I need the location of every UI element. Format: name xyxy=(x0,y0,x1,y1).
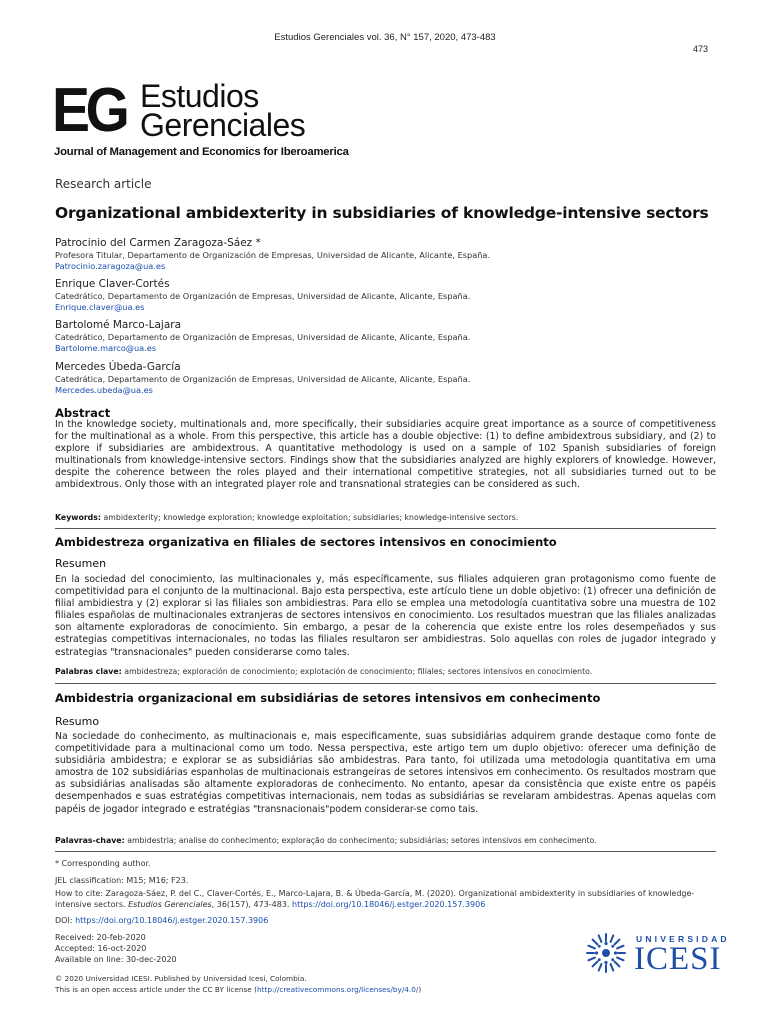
logo-name xyxy=(140,78,306,143)
author-affiliation: Profesora Titular, Departamento de Organización de Empresas, Universidad de Alicante, Alicante, España. xyxy=(55,250,491,260)
section-divider xyxy=(55,683,716,684)
author-affiliation: Catedrático, Departamento de Organización de Empresas, Universidad de Alicante, Alicante, España. xyxy=(55,291,471,301)
author-email-link[interactable]: Patrocinio.zaragoza@ua.es xyxy=(55,261,166,271)
author-name: Patrocinio del Carmen Zaragoza-Sáez * xyxy=(55,237,261,249)
cite-doi-link[interactable]: https://doi.org/10.18046/j.estger.2020.157.3906 xyxy=(292,900,486,909)
author-email-link[interactable]: Bartolome.marco@ua.es xyxy=(55,343,157,353)
author-block xyxy=(55,278,715,313)
author-block xyxy=(55,237,715,272)
how-to-cite xyxy=(55,888,716,910)
spanish-title: Ambidestreza organizativa en filiales de sectores intensivos en conocimiento xyxy=(55,535,557,549)
available-date: Available on line: 30-dec-2020 xyxy=(55,955,177,964)
icesi-wordmark-top: UNIVERSIDAD xyxy=(636,934,730,944)
logo-subtitle: Journal of Management and Economics for Iberoamerica xyxy=(54,146,349,158)
author-block xyxy=(55,361,715,396)
license-prefix: This is an open access article under the CC BY license ( xyxy=(55,985,257,994)
license-line xyxy=(55,985,421,995)
license-suffix: ) xyxy=(418,985,422,994)
abstract-text: In the knowledge society, multinationals and, more specifically, their subsidiaries acquire great importance as a source of competitiveness for the multinational as a whole. From this perspective, this article has a double objective: (1) to define ambidextrous subsidiary, and (2) to explore if subsidiaries are ambidextrous. A quantitative methodology is used on a sample of 102 Spanish subsidiaries of foreign multinationals from knowledge-intensive sectors. Findings show that the subsidiaries analyzed are highly explorers of knowledge. However, despite the coherence between the roles played and their international competitive strategies, not all subsidiaries turned out to be ambidextrous. Only those with an integrated player role and transnational strategies can be considered as such. xyxy=(55,419,716,491)
logo-name-line2: Gerenciales xyxy=(140,107,306,143)
logo-mark: EG xyxy=(52,76,126,145)
author-email-link[interactable]: Mercedes.ubeda@ua.es xyxy=(55,385,153,395)
author-name: Mercedes Úbeda-García xyxy=(55,361,181,373)
cite-suffix: , 36(157), 473-483. xyxy=(211,900,290,909)
page-number: 473 xyxy=(692,44,708,54)
icesi-seal-icon xyxy=(584,931,628,975)
resumen-heading: Resumen xyxy=(55,557,107,570)
resumo-heading: Resumo xyxy=(55,715,100,728)
corresponding-author-note: * Corresponding author. xyxy=(55,859,151,868)
author-email-link[interactable]: Enrique.claver@ua.es xyxy=(55,302,145,312)
keywords-values: ambidexterity; knowledge exploration; knowledge exploitation; subsidiaries; knowledge-intensive sectors. xyxy=(103,513,519,522)
icesi-wordmark: ICESI xyxy=(634,941,722,977)
cite-prefix: How to cite: Zaragoza-Sáez, P. del C., Claver-Cortés, E., Marco-Lajara, B. & Úbeda-García, M. (2020). Organizational ambidexterity in subsidiaries of knowledge-intensive sectors. xyxy=(55,889,695,909)
doi-link[interactable]: https://doi.org/10.18046/j.estger.2020.157.3906 xyxy=(75,916,269,925)
palabras-clave-values: ambidestreza; exploración de conocimiento; explotación de conocimiento; filiales; sectores intensivos en conocimiento. xyxy=(124,667,593,676)
cite-journal: Estudios Gerenciales xyxy=(128,900,212,909)
palavras-chave-line xyxy=(55,835,716,846)
author-name: Enrique Claver-Cortés xyxy=(55,278,170,290)
logo-name-line1: Estudios xyxy=(140,78,259,114)
palabras-clave-line xyxy=(55,666,716,677)
author-name: Bartolomé Marco-Lajara xyxy=(55,319,182,331)
jel-classification: JEL classification: M15; M16; F23. xyxy=(55,876,189,885)
palabras-clave-label: Palabras clave: xyxy=(55,667,122,676)
palavras-chave-values: ambidestria; analise do conhecimento; exploração do conhecimento; subsidiárias; setores intensivos em conhecimento. xyxy=(127,836,597,845)
license-link[interactable]: http://creativecommons.org/licenses/by/4.0/ xyxy=(256,985,419,994)
author-block xyxy=(55,319,715,354)
resumen-text: En la sociedad del conocimiento, las multinacionales y, más específicamente, sus filiales adquieren gran protagonismo como fuente de competitividad para el conjunto de la multinacional. Bajo esta perspectiva, este artículo tiene un doble objetivo: (1) ofrecer una definición de filial ambidiestra y (2) explorar si las filiales son ambidiestras. Para ello se emplea una metodología cuantitativa sobre una muestra de 102 filiales españolas de multinacionales extranjeras de sectores intensivos en conocimiento. Los resultados muestran que las filiales analizadas son altamente exploradoras de conocimiento. Sin embargo, a pesar de la coherencia que existe entre los roles desempeñados y sus estrategias competitivas internacionales, no todas las filiales resultaron ser ambidiestras. Solo aquellas con roles de jugador integrado y estrategias "transnacionales" pueden considerarse como tales. xyxy=(55,574,716,658)
accepted-date: Accepted: 16-oct-2020 xyxy=(55,944,147,953)
received-date: Received: 20-feb-2020 xyxy=(55,933,146,942)
keywords-label: Keywords: xyxy=(55,513,102,522)
author-affiliation: Catedrática, Departamento de Organización de Empresas, Universidad de Alicante, Alicante, España. xyxy=(55,374,471,384)
section-divider xyxy=(55,851,716,852)
journal-citation-line: Estudios Gerenciales vol. 36, N° 157, 2020, 473-483 xyxy=(274,32,496,43)
portuguese-title: Ambidestria organizacional em subsidiárias de setores intensivos em conhecimento xyxy=(55,691,601,705)
copyright-line: © 2020 Universidad ICESI. Published by Universidad Icesi, Colombia. xyxy=(55,974,307,983)
doi-line xyxy=(55,915,716,926)
article-title: Organizational ambidexterity in subsidiaries of knowledge-intensive sectors xyxy=(55,204,709,222)
resumo-text: Na sociedade do conhecimento, as multinacionais e, mais especificamente, suas subsidiárias adquirem grande destaque como fonte de competitividade para a multinacional como um todo. Nessa perspectiva, este artigo tem um duplo objetivo: oferecer uma definição de subsidiária ambidestra; e explorar se as subsidiárias são ambidestras. Para tanto, foi utilizada uma metodologia quantitativa em uma amostra de 102 subsidiárias espanholas de multinacionais estrangeiras de setores intensivos em conhecimento. Os resultados mostram que as subsidiárias analisadas são altamente exploradoras de conhecimento. No entanto, apesar da consistência que existe entre os papéis desempenhados e suas estratégias competitivas internacionais, nem todas as subsidiárias se revelaram ambidestras. Apenas aquelas com papéis de jogador integrado e estratégias "transnacionais"podem considerar-se como tais. xyxy=(55,731,716,815)
palavras-chave-label: Palavras-chave: xyxy=(55,836,125,845)
section-divider xyxy=(55,528,716,529)
article-type: Research article xyxy=(55,177,152,191)
author-affiliation: Catedrático, Departamento de Organización de Empresas, Universidad de Alicante, Alicante, España. xyxy=(55,332,471,342)
abstract-heading: Abstract xyxy=(55,406,111,420)
doi-label: DOI: xyxy=(55,916,73,925)
keywords-line xyxy=(55,512,716,523)
